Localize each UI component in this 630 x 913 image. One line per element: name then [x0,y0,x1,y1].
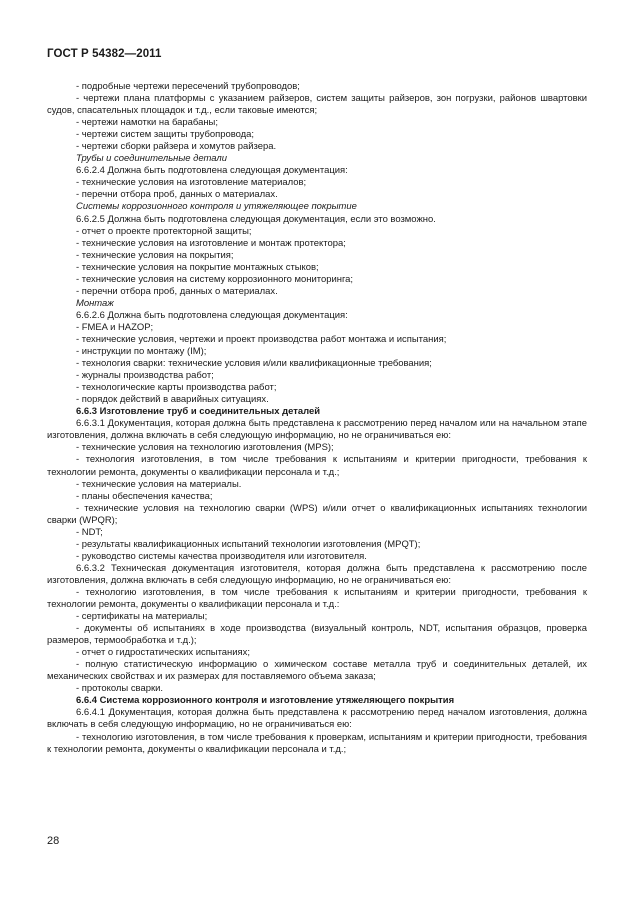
list-item: - подробные чертежи пересечений трубопроводов; [76,81,300,92]
list-item: - технологические карты производства работ; [76,382,277,394]
list-item: - технические условия на изготовление и монтаж протектора; [76,237,346,249]
list-item: - технические условия на технологию изготовления (MPS); [76,442,334,454]
list-item: - технические условия на покрытие монтажных стыков; [76,261,319,273]
list-item: - технические условия на систему коррозионного мониторинга; [76,273,354,285]
list-item: - чертежи плана платформы с указанием райзеров, систем защиты райзеров, зон погрузки, районов швартовки судов, спасательных площадок и т.д., если таковые имеются; [47,93,587,117]
list-item: - полную статистическую информацию о химическом составе металла труб и соединительных деталей, их механических свойствах и их размерах для поставляемого объема заказа; [47,659,587,683]
list-item: - сертификаты на материалы; [76,611,208,623]
list-item: - технические условия на технологию сварки (WPS) и/или отчет о квалификационных испытаниях технологии сварки (WPQR); [47,502,587,526]
list-item: - перечни отбора проб, данных о материалах. [76,285,278,297]
list-item: - руководство системы качества производителя или изготовителя. [76,550,367,562]
clause-paragraph: 6.6.2.5 Должна быть подготовлена следующая документация, если это возможно. [76,213,436,225]
list-item: - технология сварки: технические условия и/или квалификационные требования; [76,358,432,370]
section-heading: 6.6.3 Изготовление труб и соединительных деталей [76,406,321,418]
list-item: - протоколы сварки. [76,683,163,695]
document-body [47,81,587,756]
clause-paragraph: 6.6.3.1 Документация, которая должна быть представлена к рассмотрению перед началом или на начальном этапе изготовления, должна включать в себя следующую информацию, но не ограничиваться ею: [47,418,587,442]
list-item: - документы об испытаниях в ходе производства (визуальный контроль, NDT, испытания образцов, проверка размеров, термообработка и т.д.); [47,623,587,647]
list-item: - NDT; [76,526,103,538]
list-item: - технические условия на покрытия; [76,249,234,261]
list-item: - инструкции по монтажу (IM); [76,346,207,358]
list-item: - перечни отбора проб, данных о материалах. [76,189,278,201]
clause-paragraph: 6.6.4.1 Документация, которая должна быть представлена к рассмотрению перед началом изготовления, должна включать в себя следующую информацию, но не ограничиваться ею: [47,707,587,731]
list-item: - журналы производства работ; [76,370,214,382]
list-item: - технологию изготовления, в том числе требования к испытаниям и критерии пригодности, требования к технологии ремонта, документы о квалификации персонала и т.д.: [47,586,587,611]
list-item: - технические условия на материалы. [76,478,242,490]
list-item: - технология изготовления, в том числе требования к испытаниям и критерии пригодности, требования к технологии ремонта, документы о квалификации персонала и т.д.; [47,454,587,478]
subsection-heading: Трубы и соединительные детали [76,153,227,165]
subsection-heading: Системы коррозионного контроля и утяжеляющее покрытие [76,201,357,213]
list-item: - результаты квалификационных испытаний технологии изготовления (MPQT); [76,538,421,550]
page-header-standard-number: ГОСТ Р 54382—2011 [47,48,162,60]
list-item: - порядок действий в аварийных ситуациях. [76,394,269,406]
list-item: - чертежи систем защиты трубопровода; [76,129,255,141]
list-item: - FMEA и HAZOP; [76,321,154,333]
clause-paragraph: 6.6.2.4 Должна быть подготовлена следующая документация: [76,165,348,177]
clause-paragraph: 6.6.2.6 Должна быть подготовлена следующая документация: [76,309,348,321]
clause-paragraph: 6.6.3.2 Техническая документация изготовителя, которая должна быть представлена к рассмотрению после изготовления, должна включать в себя следующую информацию, но не ограничиваться ею: [47,562,587,586]
list-item: - технические условия на изготовление материалов; [76,177,307,189]
list-item: - отчет о гидростатических испытаниях; [76,647,250,659]
list-item: - технологию изготовления, в том числе требования к проверкам, испытаниям и критерии пригодности, требования к технологии ремонта, документы о квалификации персонала и т.д.; [47,731,587,755]
section-heading: 6.6.4 Система коррозионного контроля и изготовление утяжеляющего покрытия [76,695,455,707]
page-number: 28 [47,835,60,847]
list-item: - чертежи намотки на барабаны; [76,117,218,129]
list-item: - чертежи сборки райзера и хомутов райзера. [76,141,277,153]
subsection-heading: Монтаж [76,297,114,309]
list-item: - планы обеспечения качества; [76,490,213,502]
list-item: - отчет о проекте протекторной защиты; [76,225,252,237]
list-item: - технические условия, чертежи и проект производства работ монтажа и испытания; [76,333,447,345]
